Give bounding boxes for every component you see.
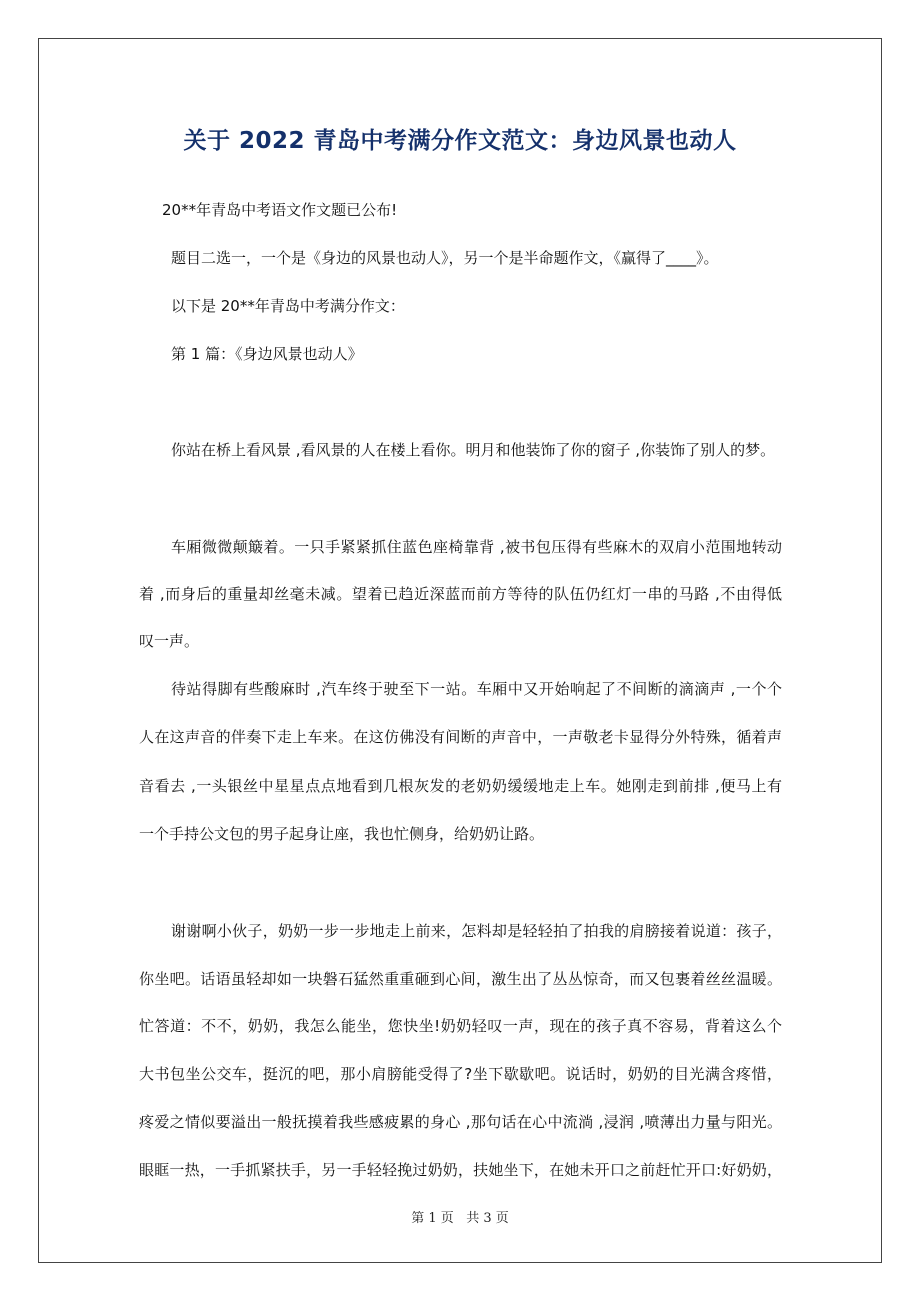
paragraph-line: 忙答道：不不，奶奶，我怎么能坐，您快坐!奶奶轻叹一声，现在的孩子真不容易，背着这么个 [139,1017,782,1035]
paragraph-line: 你站在桥上看风景 ,看风景的人在楼上看你。明月和他装饰了你的窗子 ,你装饰了别人的梦。 [171,441,776,459]
paragraph-line: 待站得脚有些酸麻时 ,汽车终于驶至下一站。车厢中又开始响起了不间断的滴滴声 ,一个个 [171,680,782,698]
paragraph-line: 你坐吧。话语虽轻却如一块磐石猛然重重砸到心间，激生出了丛丛惊奇，而又包裹着丝丝温暖。 [139,970,782,988]
paragraph-line: 一个手持公文包的男子起身让座，我也忙侧身，给奶奶让路。 [139,825,545,843]
paragraph-line: 眼眶一热，一手抓紧扶手，另一手轻轻挽过奶奶，扶她坐下，在她未开口之前赶忙开口:好奶奶， [139,1161,782,1179]
paragraph-line: 着 ,而身后的重量却丝毫未减。望着已趋近深蓝而前方等待的队伍仍红灯一串的马路 ,不由得低 [139,585,782,603]
paragraph-line: 人在这声音的伴奏下走上车来。在这仿佛没有间断的声音中，一声敬老卡显得分外特殊，循着声 [139,728,782,746]
paragraph-line: 谢谢啊小伙子，奶奶一步一步地走上前来，怎料却是轻轻拍了拍我的肩膀接着说道：孩子， [171,922,782,940]
page-number-footer: 第 1 页 共 3 页 [411,1211,509,1226]
intro-line: 20**年青岛中考语文作文题已公布! [162,201,398,219]
intro-line: 第 1 篇：《身边风景也动人》 [171,345,363,363]
paragraph-line: 疼爱之情似要溢出一般抚摸着我些感疲累的身心 ,那句话在心中流淌 ,浸润 ,喷薄出力量与阳光。 [139,1113,782,1131]
document-title: 关于 2022 青岛中考满分作文范文：身边风景也动人 [183,128,737,154]
intro-line: 以下是 20**年青岛中考满分作文： [171,297,405,315]
paragraph-line: 车厢微微颠簸着。一只手紧紧抓住蓝色座椅靠背 ,被书包压得有些麻木的双肩小范围地转动 [171,538,782,556]
intro-line: 题目二选一，一个是《身边的风景也动人》，另一个是半命题作文，《赢得了____》。 [171,249,719,267]
paragraph-line: 叹一声。 [139,632,200,650]
paragraph-line: 音看去 ,一头银丝中星星点点地看到几根灰发的老奶奶缓缓地走上车。她刚走到前排 ,便马上有 [139,777,782,795]
paragraph-line: 大书包坐公交车，挺沉的吧，那小肩膀能受得了?坐下歇歇吧。说话时，奶奶的目光满含疼惜， [139,1065,782,1083]
